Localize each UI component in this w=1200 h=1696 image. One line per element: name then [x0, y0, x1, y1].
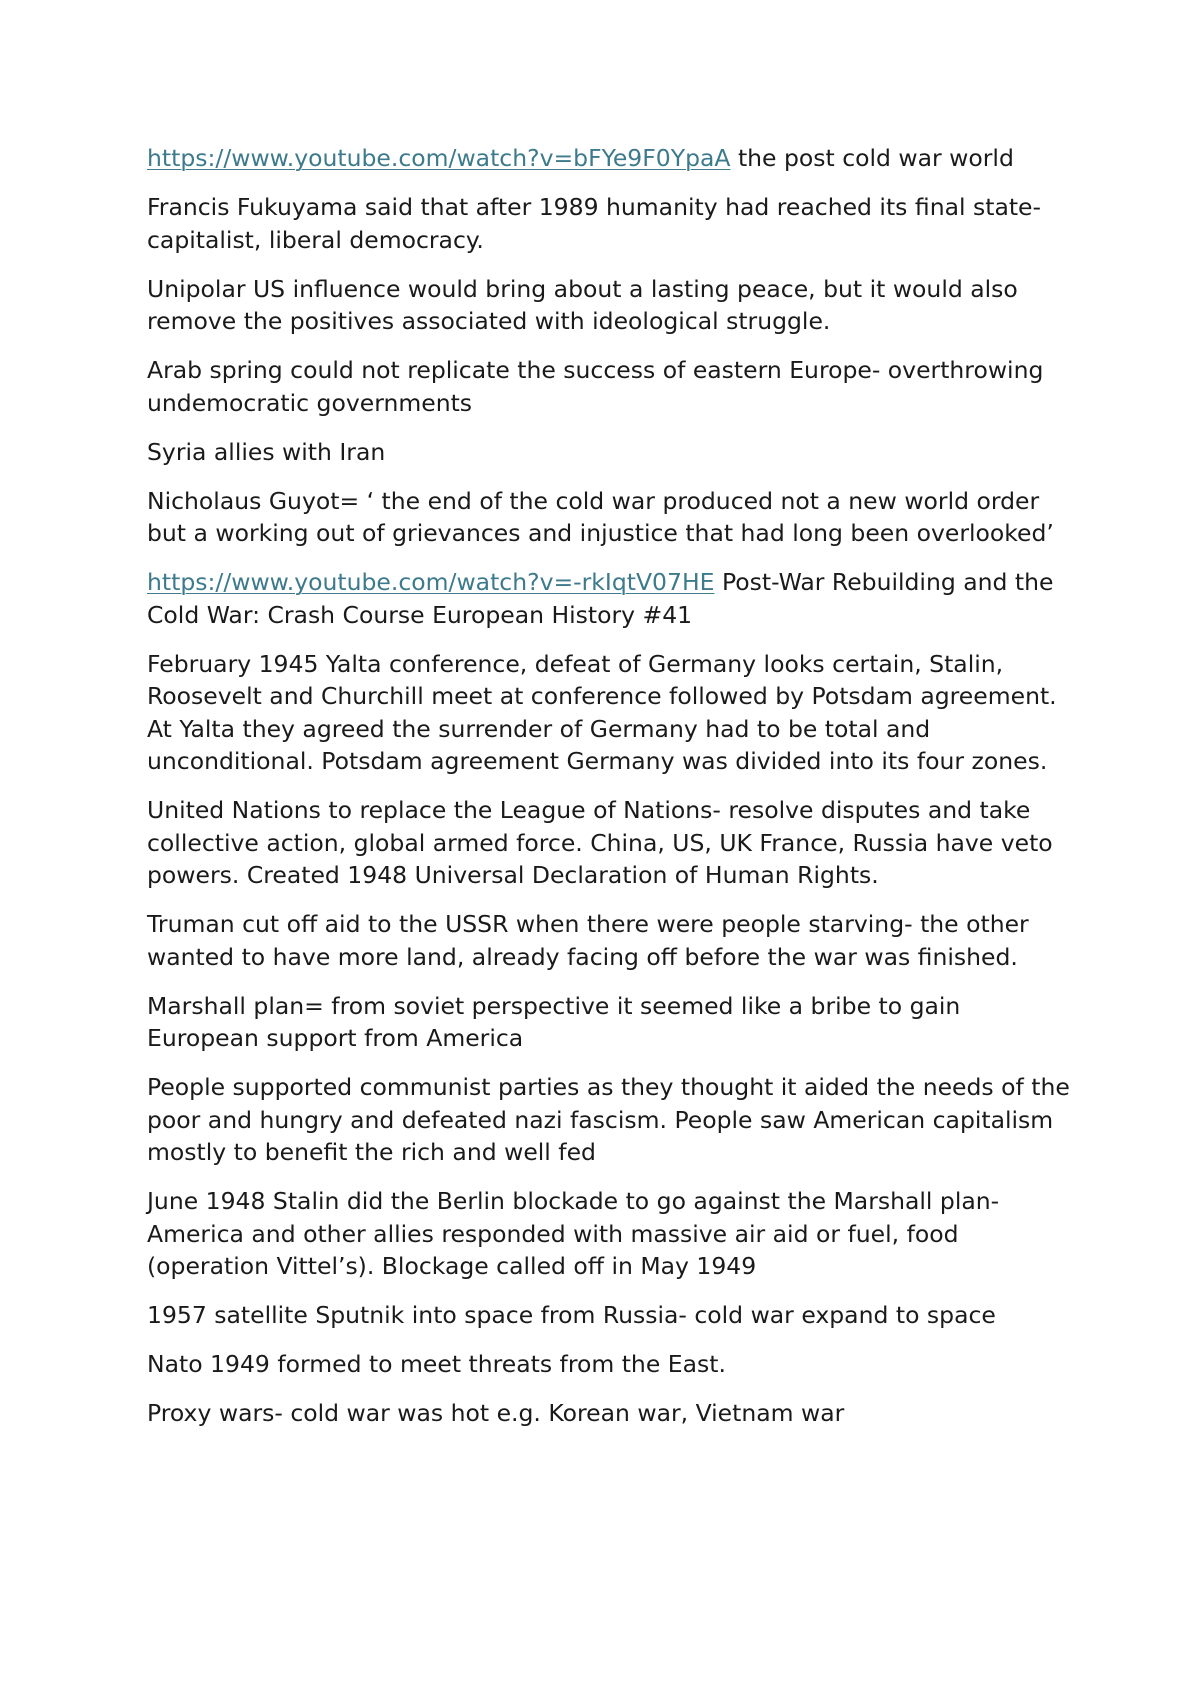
youtube-link-2[interactable]: https://www.youtube.com/watch?v=-rkIqtV07HE — [147, 568, 715, 596]
paragraph-berlin-blockade: June 1948 Stalin did the Berlin blockade to go against the Marshall plan- America and other allies responded with massive air aid or fuel, food (operation Vittel’s). Blockage called off in May 1949 — [147, 1187, 1000, 1280]
paragraph-united-nations: United Nations to replace the League of Nations- resolve disputes and take collective action, global armed force. China, US, UK France, Russia have veto powers. Created 1948 Universal Declaration of Human Rights. — [147, 796, 1053, 889]
paragraph-nato: Nato 1949 formed to meet threats from the East. — [147, 1350, 726, 1378]
paragraph-video-link-1 — [147, 142, 1077, 175]
youtube-link-1[interactable]: https://www.youtube.com/watch?v=bFYe9F0YpaA — [147, 144, 731, 172]
paragraph-text: the post cold war world — [730, 144, 1014, 172]
paragraph-arab-spring: Arab spring could not replicate the success of eastern Europe- overthrowing undemocratic governments — [147, 356, 1044, 417]
paragraph-video-link-2 — [147, 566, 1077, 631]
paragraph-communist-parties: People supported communist parties as they thought it aided the needs of the poor and hungry and defeated nazi fascism. People saw American capitalism mostly to benefit the rich and well fed — [147, 1073, 1070, 1166]
paragraph-fukuyama: Francis Fukuyama said that after 1989 humanity had reached its final state- capitalist, liberal democracy. — [147, 193, 1041, 254]
paragraph-syria: Syria allies with Iran — [147, 437, 386, 466]
paragraph-truman: Truman cut off aid to the USSR when there were people starving- the other wanted to have more land, already facing off before the war was finished. — [147, 910, 1029, 971]
paragraph-proxy-wars: Proxy wars- cold war was hot e.g. Korean war, Vietnam war — [147, 1399, 845, 1427]
paragraph-yalta: February 1945 Yalta conference, defeat of Germany looks certain, Stalin, Roosevelt and Churchill meet at conference followed by Potsdam agreement. At Yalta they agreed the surrender of Germany had to be total and unconditional. Potsdam agreement Germany was divided into its four zones. — [147, 649, 1057, 775]
paragraph-text: Post-War Rebuilding and the Cold War: Crash Course European History #41 — [147, 568, 1054, 629]
paragraph-marshall-plan: Marshall plan= from soviet perspective it seemed like a bribe to gain European support from America — [147, 991, 961, 1052]
paragraph-unipolar: Unipolar US influence would bring about a lasting peace, but it would also remove the positives associated with ideological struggle. — [147, 274, 1018, 335]
paragraph-guyot-quote: Nicholaus Guyot= ‘ the end of the cold war produced not a new world order but a working out of grievances and injustice that had long been overlooked’ — [147, 486, 1054, 547]
document-body — [147, 142, 1077, 1446]
paragraph-sputnik: 1957 satellite Sputnik into space from Russia- cold war expand to space — [147, 1301, 996, 1329]
